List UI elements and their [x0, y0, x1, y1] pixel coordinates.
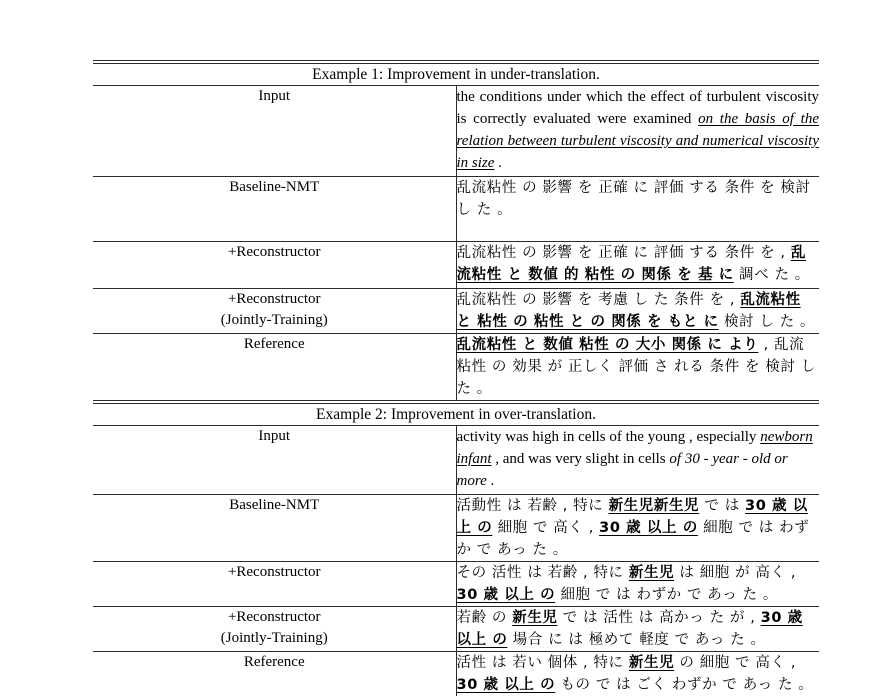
- row-label-reconstructor: [93, 607, 456, 651]
- highlight-bold-underline: 30 歳 以上 の: [456, 677, 556, 693]
- example-caption-row: [93, 404, 819, 425]
- text-segment: .: [486, 473, 495, 489]
- highlight-bold-underline: 30 歳 以上 の: [456, 610, 803, 648]
- table-row: [93, 334, 819, 400]
- highlight-bold-underline: 30 歳 以上 の: [456, 498, 808, 536]
- highlight-bold-underline: 乱流粘性 と 粘性 の 粘性 と の 関係 を もと に: [456, 292, 801, 330]
- row-label-text: +Reconstructor: [227, 291, 321, 307]
- table-row: [93, 607, 819, 651]
- text-segment: 検討 し た 。: [718, 314, 816, 330]
- highlight-bold-underline: 30 歳 以上 の: [599, 520, 698, 536]
- text-segment: その 活性 は 若齢 , 特に: [456, 565, 629, 581]
- row-label-reconstructor: [93, 242, 456, 286]
- text-segment: 活動性 は 若齢 , 特に: [456, 498, 609, 514]
- row-label-text: Baseline-NMT: [229, 179, 320, 195]
- row-label-reconstructor: [93, 289, 456, 333]
- text-segment: で は: [699, 498, 745, 514]
- row-label-text: Baseline-NMT: [229, 497, 320, 513]
- highlight-bold-underline: 新生児: [628, 655, 675, 671]
- example-caption: Example 1: Improvement in under-translation.: [312, 66, 600, 83]
- text-segment: 乱流粘性 の 影響 を 考慮 し た 条件 を ,: [456, 292, 741, 308]
- example-caption: Example 2: Improvement in over-translation.: [316, 406, 596, 423]
- row-content-cell: [456, 86, 819, 174]
- row-label-text: Reference: [243, 654, 305, 670]
- table-row: [93, 289, 819, 333]
- text-segment: 乱流粘性 の 影響 を 正確 に 評価 する 条件 を ,: [456, 245, 791, 261]
- text-segment: 場合 に は 極めて 軽度 で あっ た 。: [507, 632, 766, 648]
- row-label-text: Input: [258, 88, 291, 104]
- row-content-cell: [456, 426, 819, 492]
- japanese-sentence: [457, 495, 820, 561]
- row-label-reconstructor: [93, 562, 456, 606]
- translation-examples-table: [93, 60, 819, 696]
- table-row: [93, 177, 819, 221]
- highlight-italic-underline: on the basis of the relation between turbulent viscosity and numerical viscosity in size: [456, 111, 819, 171]
- row-label-reference: [93, 652, 456, 696]
- example-caption-row: [93, 64, 819, 85]
- row-label-input: [93, 86, 456, 174]
- text-segment: 細胞 で は わずか で あっ た 。: [456, 520, 810, 558]
- row-label-text: Reference: [243, 336, 305, 352]
- row-label-text: +Reconstructor: [227, 609, 321, 625]
- japanese-sentence: [457, 334, 820, 400]
- highlight-bold-underline: 新生児新生児: [608, 498, 700, 514]
- table-row: [93, 86, 819, 174]
- text-segment: , and was very slight in cells: [491, 451, 670, 467]
- text-segment: 若齢 の: [456, 610, 513, 626]
- table-row: [93, 495, 819, 561]
- row-content-cell: [456, 289, 819, 333]
- highlight-italic-underline: newborn infant: [456, 429, 813, 467]
- text-segment: で は 活性 は 高かっ た が ,: [557, 610, 761, 626]
- highlight-bold-underline: 新生児: [628, 565, 675, 581]
- japanese-sentence: [457, 289, 820, 333]
- row-content-cell: [456, 177, 819, 221]
- japanese-sentence: [457, 607, 820, 651]
- row-content-cell: [456, 334, 819, 400]
- row-content-cell: [456, 562, 819, 606]
- text-segment: 細胞 で 高く ,: [492, 520, 600, 536]
- text-segment: 細胞 で は わずか で あっ た 。: [555, 587, 778, 603]
- japanese-sentence: [457, 652, 820, 696]
- row-label-subtext: (Jointly-Training): [220, 630, 328, 646]
- row-label-text: Input: [258, 428, 291, 444]
- japanese-sentence: [457, 242, 820, 286]
- text-segment: もの で は ごく わずか で あっ た 。: [555, 677, 814, 693]
- row-label-subtext: (Jointly-Training): [220, 312, 328, 328]
- text-segment: 調べ た 。: [733, 267, 810, 283]
- text-segment: の 細胞 で 高く ,: [674, 655, 797, 671]
- text-segment: は 細胞 が 高く ,: [674, 565, 797, 581]
- row-label-baseline-nmt: [93, 177, 456, 221]
- text-segment: 乱流粘性 の 影響 を 正確 に 評価 する 条件 を 検討 し た 。: [456, 180, 811, 218]
- row-content-cell: [456, 652, 819, 696]
- english-sentence: [457, 86, 820, 174]
- row-label-baseline-nmt: [93, 495, 456, 561]
- highlight-bold-underline: 新生児: [512, 610, 558, 626]
- row-label-text: +Reconstructor: [227, 244, 321, 260]
- row-label-reference: [93, 334, 456, 400]
- row-content-cell: [456, 495, 819, 561]
- highlight-bold-underline: 30 歳 以上 の: [456, 587, 556, 603]
- table-row: [93, 652, 819, 696]
- table-row: [93, 242, 819, 286]
- table-row: [93, 426, 819, 492]
- table-row: [93, 562, 819, 606]
- text-segment: activity was high in cells of the young , especially: [456, 429, 761, 445]
- highlight-bold-underline: 乱流粘性 と 数値 的 粘性 の 関係 を 基 に: [456, 245, 806, 283]
- row-spacer-right: [456, 221, 819, 241]
- english-sentence: [457, 426, 820, 492]
- text-segment: .: [494, 155, 502, 171]
- text-segment: , 乱流粘性 の 効果 が 正しく 評価 さ れる 条件 を 検討 し た 。: [456, 337, 816, 397]
- row-spacer-left: [93, 221, 456, 241]
- row-spacer: [93, 221, 819, 241]
- japanese-sentence: [457, 177, 820, 221]
- highlight-bold-underline: 乱流粘性 と 数値 粘性 の 大小 関係 に より: [456, 337, 759, 353]
- emphasis-italic: of 30 - year - old or more: [456, 451, 788, 489]
- row-content-cell: [456, 607, 819, 651]
- row-content-cell: [456, 242, 819, 286]
- row-label-text: +Reconstructor: [227, 564, 321, 580]
- text-segment: 活性 は 若い 個体 , 特に: [456, 655, 629, 671]
- row-label-input: [93, 426, 456, 492]
- japanese-sentence: [457, 562, 820, 606]
- text-segment: the conditions under which the effect of turbulent viscosity is correctly evaluated were examined: [456, 89, 819, 127]
